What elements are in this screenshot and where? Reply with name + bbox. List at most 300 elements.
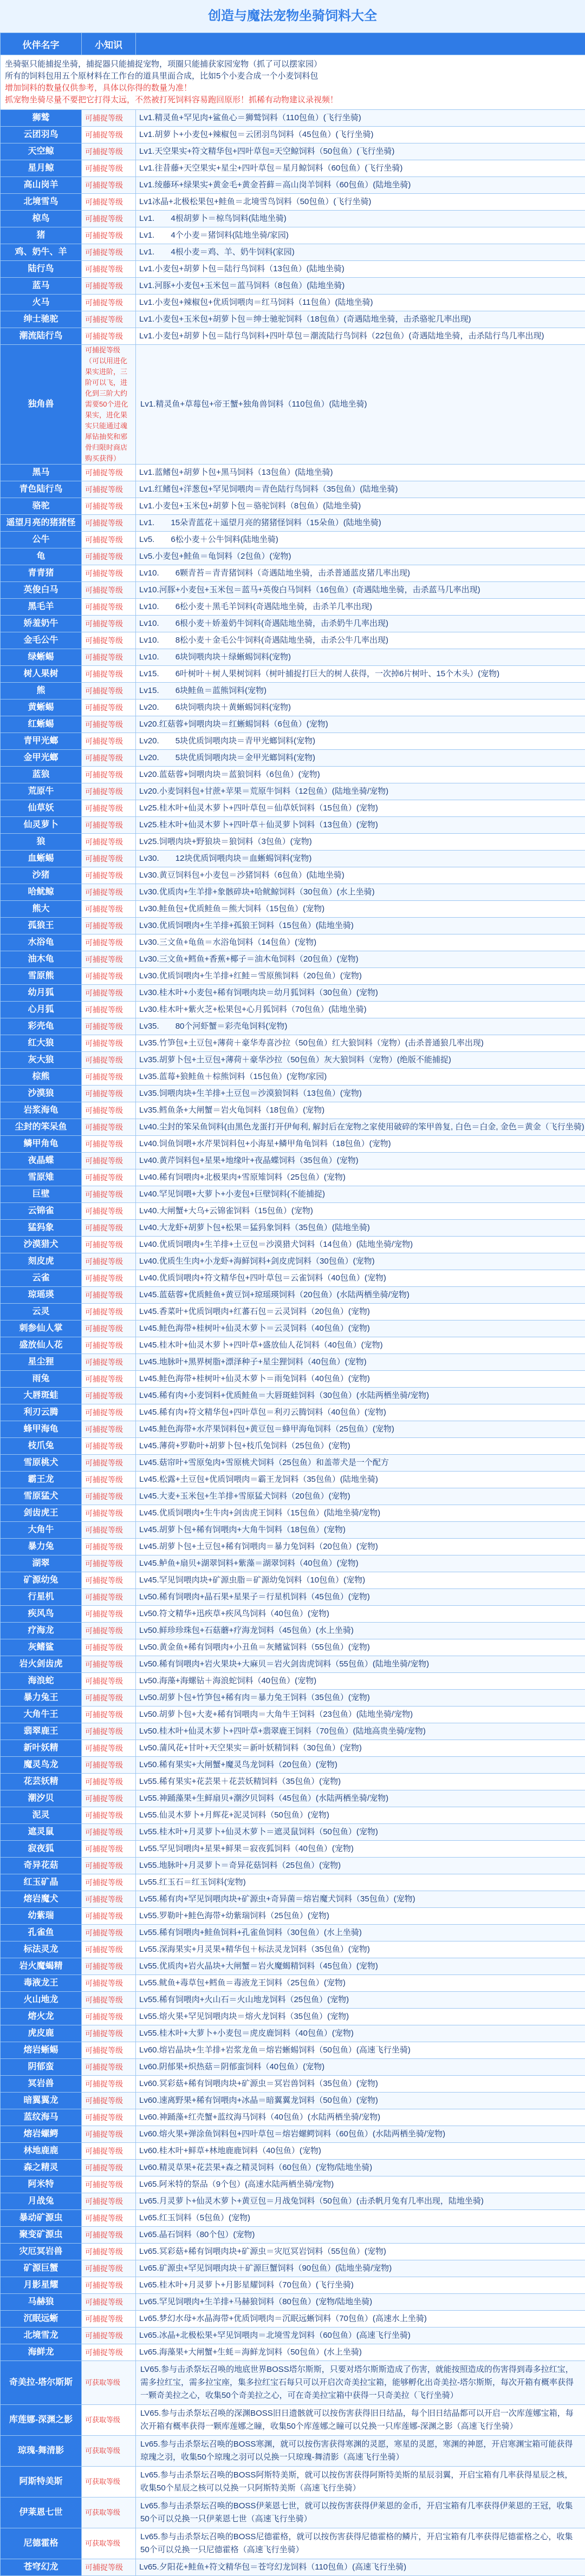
column-header-intro: [136, 33, 585, 55]
feed-recipe: Lv45.罕见饲喂肉块+矿源虫脂＝矿源幼兔饲料（10包鱼）(宠物): [136, 1572, 585, 1589]
creature-name: 鸡、奶牛、羊: [1, 244, 82, 261]
feed-recipe: Lv10. 6颗青苔＝青青猪饲料（奇遇陆地坐骑，击杀普通蓝皮猪几率出现): [136, 565, 585, 582]
feed-recipe: Lv45.优质饲喂肉+生牛肉+剑齿虎王饲料（15包鱼）(陆地坐骑/宠物): [136, 1505, 585, 1522]
feed-recipe: LV65.参与击杀祭坛召唤的地底世界BOSS塔尔斯斯，只要对塔尔斯斯造成了伤害，就能按照造成的伤害得到毒多拉红宝，需多拉红宝，需多拉宝座，集多拉红宝石每只可以开启次奇美拉宝箱，能够孵化出奇美拉-塔尔斯斯，每次开箱有概率获得一颗奇美拉之心，收集50个奇美拉之心，可在奇美拉宝箱中获得一只奇美拉（飞行坐骑）: [136, 2361, 585, 2405]
table-row: [1, 1539, 585, 1555]
creature-name: 猛犸象: [1, 1220, 82, 1237]
table-row: [1, 1153, 585, 1169]
creature-name: 奇异花菇: [1, 1858, 82, 1874]
feed-recipe: Lv35.饲喂肉块+生羊排+土豆包＝沙漠狼饲料（13包鱼）(宠物): [136, 1086, 585, 1102]
obtain-level: 可捕捉等级: [82, 1824, 136, 1841]
table-row: [1, 1774, 585, 1790]
feed-recipe: Lv65.晶石饲料（80个包）(宠物): [136, 2227, 585, 2244]
feed-recipe: Lv45.鲑色海带+桂树叶+仙灵木萝卜＝雨兔饲料（40包鱼）(宠物): [136, 1371, 585, 1388]
creature-name: 幼月狐: [1, 985, 82, 1002]
creature-name: 水浴龟: [1, 934, 82, 951]
creature-name: 森之精灵: [1, 2160, 82, 2176]
feed-recipe: Lv55.稀有饲喂肉+火山石＝火山地龙饲料（25包鱼）(宠物): [136, 1992, 585, 2009]
table-row: [1, 565, 585, 582]
table-row: [1, 1220, 585, 1237]
obtain-level: 可捕捉等级: [82, 1472, 136, 1488]
feed-recipe: Lv25.桂木叶+仙灵木萝卜+四叶草包＝仙草妖饲料（15包鱼）(宠物): [136, 800, 585, 817]
obtain-level: 可捕捉等级: [82, 733, 136, 750]
creature-name: 天空鲸: [1, 143, 82, 160]
table-row: [1, 1639, 585, 1656]
feed-recipe: Lv60.熔岩晶块+生羊排+岩浆龙鱼＝熔岩蜥蜴饲料（50包鱼）(高速飞行坐骑): [136, 2042, 585, 2059]
feed-recipe: Lv65.矿源虫+罕见饲喂肉块＋矿源巨蟹饲料（90包鱼）(陆地坐骑/宠物): [136, 2260, 585, 2277]
obtain-level: 可捕捉等级: [82, 750, 136, 767]
table-row: [1, 2311, 585, 2327]
table-row: [1, 278, 585, 295]
obtain-level: 可捕捉等级: [82, 2210, 136, 2227]
obtain-level: 可捕捉等级: [82, 834, 136, 851]
table-row: [1, 1841, 585, 1858]
table-row: [1, 177, 585, 194]
obtain-level: 可捕捉等级: [82, 934, 136, 951]
feed-recipe: Lv40.稀有饲喂肉+北极果肉+雪原雉饲料（25包鱼）(宠物): [136, 1169, 585, 1186]
table-row: [1, 1253, 585, 1270]
feed-recipe: Lv45.松露+土豆包+优质饲喂肉＝霸王龙饲料（35包鱼）(陆地坐骑): [136, 1472, 585, 1488]
feed-recipe: Lv55.熔火果+罕见饲喂肉块＝熔火龙饲料（35包鱼）(宠物): [136, 2009, 585, 2025]
creature-name: 大角牛王: [1, 1707, 82, 1723]
creature-name: 尼德霍格: [1, 2528, 82, 2559]
table-row: [1, 2059, 585, 2076]
table-row: [1, 548, 585, 565]
table-row: [1, 783, 585, 800]
obtain-level: 可捕捉等级: [82, 2260, 136, 2277]
table-row: [1, 2176, 585, 2193]
table-row: [1, 110, 585, 127]
creature-name: 大唇斑蛙: [1, 1388, 82, 1404]
obtain-level: 可捕捉等级: [82, 1169, 136, 1186]
obtain-level: 可捕捉等级: [82, 1069, 136, 1086]
creature-name: 金毛公牛: [1, 632, 82, 649]
creature-name: 魔灵鸟龙: [1, 1757, 82, 1774]
table-row: [1, 1354, 585, 1371]
feed-recipe: Lv20. 5块优质饲喂肉块＝青甲光螂饲料(宠物): [136, 733, 585, 750]
obtain-level: 可捕捉等级: [82, 1539, 136, 1555]
creature-name: 林地鹿鹿: [1, 2143, 82, 2160]
feed-recipe: Lv55.稀有肉+罕见饲喂肉块+矿源虫+奇异菌＝熔岩魔犬饲料（35包鱼）(宠物): [136, 1891, 585, 1908]
feed-recipe: Lv65.夕阳花+鲑鱼+符文精华包＝苍穹幻龙饲料（110包鱼）(高速飞行坐骑): [136, 2559, 585, 2576]
creature-name: 蜂甲海龟: [1, 1421, 82, 1438]
obtain-level: 可捕捉等级: [82, 1186, 136, 1203]
feed-recipe: Lv25.桂木叶+仙灵木萝卜+四叶草＋仙灵萝卜饲料（13包鱼）(宠物): [136, 817, 585, 834]
column-header-tips: 小知识: [82, 33, 136, 55]
obtain-level: 可捕捉等级: [82, 1790, 136, 1807]
feed-recipe: Lv40.优质饲喂肉+生羊排+土豆包＝沙漠猎犬饲料（14包鱼）(陆地坐骑/宠物): [136, 1237, 585, 1253]
obtain-level: 可捕捉等级: [82, 328, 136, 345]
creature-name: 毒液龙王: [1, 1975, 82, 1992]
table-row: [1, 1673, 585, 1690]
feed-recipe: Lv45.桂木叶+仙灵木萝卜+四叶草+盛放仙人花饲料（40包鱼）(宠物): [136, 1337, 585, 1354]
table-row: [1, 2076, 585, 2093]
intro-line: 增加饲料的数量仅供参考，具体以你得的数量为准！: [5, 82, 581, 94]
feed-recipe: Lv60.神踊藻+红壳蟹+蓝纹海马饲料（40包鱼）(水陆两栖坐骑/宠物): [136, 2109, 585, 2126]
creature-name: 陆行鸟: [1, 261, 82, 278]
feed-recipe: Lv1. 4根胡萝卜＝椋鸟饲料(陆地坐骑): [136, 211, 585, 227]
feed-recipe: Lv65.参与击杀祭坛召唤的BOSS伊莱恩七世，就可以按伤害获得伊莱恩的金币，开启宝箱有几率获得伊莱恩的王冠，收集50个可以兑换一只伊莱恩七世（高速飞行坐骑）: [136, 2497, 585, 2528]
table-row: [1, 1203, 585, 1220]
obtain-level: 可捕捉等级: [82, 1874, 136, 1891]
obtain-level: 可获取等级: [82, 2436, 136, 2467]
feed-recipe: Lv40.饲鱼饲喂+水芹果饲料包+小海星+鳞甲角龟饲料（18包鱼）(宠物): [136, 1136, 585, 1153]
creature-name: 血蜥蜴: [1, 851, 82, 867]
creature-name: 奇美拉-塔尔斯斯: [1, 2361, 82, 2405]
obtain-level: 可捕捉等级: [82, 867, 136, 884]
obtain-level: 可获取等级: [82, 2361, 136, 2405]
creature-name: 湖翠: [1, 1555, 82, 1572]
creature-name: 熊大: [1, 901, 82, 918]
table-row: [1, 127, 585, 143]
table-row: [1, 2160, 585, 2176]
creature-name: 沙猪: [1, 867, 82, 884]
table-row: [1, 1656, 585, 1673]
feed-recipe: Lv40.大闸蟹+大乌+云锦雀饲料（15包鱼）(宠物): [136, 1203, 585, 1220]
feed-recipe: Lv60.桂木叶+鲜草+林地鹿鹿饲料（40包鱼）(宠物): [136, 2143, 585, 2160]
creature-name: 岩火剑齿虎: [1, 1656, 82, 1673]
obtain-level: 可捕捉等级: [82, 1287, 136, 1304]
obtain-level: 可捕捉等级: [82, 1388, 136, 1404]
feed-recipe: Lv45.胡萝卜包+稀有饲喂肉+大角牛饲料（18包鱼）(宠物): [136, 1522, 585, 1539]
feed-recipe: Lv55.稀有饲喂肉+鲑鱼饲料+孔雀鱼饲料（30包鱼）(水上坐骑): [136, 1925, 585, 1941]
table-row: [1, 1908, 585, 1925]
creature-name: 霸王龙: [1, 1472, 82, 1488]
obtain-level: 可捕捉等级: [82, 1606, 136, 1623]
feed-recipe: Lv30.桂木叶+紫火芝+松果包+心月狐饲料（70包鱼）(陆地坐骑): [136, 1002, 585, 1018]
creature-name: 阴郁蛮: [1, 2059, 82, 2076]
feed-recipe: Lv45.鲑色海带+桂树叶+仙灵木萝卜＝云灵饲料（40包鱼）(宠物): [136, 1320, 585, 1337]
feed-recipe: Lv45.鲑色海带+水芹果饲料包+黄豆包＝蜂甲海龟饲料（25包鱼）(宠物): [136, 1421, 585, 1438]
table-row: [1, 1086, 585, 1102]
feed-recipe: Lv65.参与击杀祭坛召唤的BOSS尼德霍格，就可以按伤害获得尼德霍格的鳞片，开启宝箱有几率获得尼德霍格之心，收集50个可以兑换一只尼德霍格（高速飞行坐骑）: [136, 2528, 585, 2559]
obtain-level: 可捕捉等级: [82, 1253, 136, 1270]
obtain-level: 可获取等级: [82, 2405, 136, 2436]
table-row: [1, 1858, 585, 1874]
feed-recipe: Lv10. 8松小麦＋金毛公牛饲料(奇遇陆地坐骑，击杀公牛几率出现): [136, 632, 585, 649]
obtain-level: 可捕捉等级: [82, 2327, 136, 2344]
obtain-level: 可捕捉等级: [82, 1488, 136, 1505]
feed-recipe: Lv1.精灵鱼+草莓包+帝王蟹+独角兽饲料（110包鱼）(陆地坐骑): [136, 345, 585, 465]
table-row: [1, 211, 585, 227]
creature-name: 云灵: [1, 1304, 82, 1320]
obtain-level: 可捕捉等级: [82, 1119, 136, 1136]
table-row: [1, 1992, 585, 2009]
creature-name: 火山地龙: [1, 1992, 82, 2009]
obtain-level: 可捕捉等级: [82, 666, 136, 683]
table-row: [1, 733, 585, 750]
obtain-level: 可捕捉等级: [82, 1555, 136, 1572]
table-row: [1, 1388, 585, 1404]
creature-name: 云雀: [1, 1270, 82, 1287]
obtain-level: 可捕捉等级: [82, 565, 136, 582]
obtain-level: 可捕捉等级: [82, 1455, 136, 1472]
creature-name: 虎皮鹿: [1, 2025, 82, 2042]
table-row: [1, 934, 585, 951]
table-row: [1, 834, 585, 851]
creature-name: 潮流陆行鸟: [1, 328, 82, 345]
obtain-level: 可捕捉等级: [82, 498, 136, 515]
obtain-level: 可捕捉等级: [82, 951, 136, 968]
obtain-level: 可捕捉等级: [82, 1136, 136, 1153]
creature-name: 黑马: [1, 465, 82, 481]
table-row: [1, 1102, 585, 1119]
table-row: [1, 160, 585, 177]
table-row: [1, 1169, 585, 1186]
creature-name: 黄蜥蜴: [1, 699, 82, 716]
table-row: [1, 1237, 585, 1253]
table-row: [1, 2405, 585, 2436]
feed-recipe: Lv1. 4根小麦＝鸡、羊、奶牛饲料(家园): [136, 244, 585, 261]
feed-recipe: Lv1.精灵鱼+罕见肉+鲨鱼心＝狮鹫饲料（110包鱼）(飞行坐骑): [136, 110, 585, 127]
table-row: [1, 1874, 585, 1891]
creature-name: 利刃云腾: [1, 1404, 82, 1421]
creature-name: 红蜥蜴: [1, 716, 82, 733]
obtain-level: 可捕捉等级: [82, 918, 136, 934]
obtain-level: 可捕捉等级: [82, 1153, 136, 1169]
obtain-level: 可捕捉等级: [82, 1371, 136, 1388]
obtain-level: 可捕捉等级: [82, 2559, 136, 2576]
creature-name: 熔火龙: [1, 2009, 82, 2025]
feed-recipe: Lv55.地脉叶+月灵萝卜＝奇异花菇饲料（25包鱼）(宠物): [136, 1858, 585, 1874]
creature-name: 海鲜龙: [1, 2344, 82, 2361]
obtain-level: 可捕捉等级: [82, 1203, 136, 1220]
obtain-level: 可捕捉等级: [82, 901, 136, 918]
table-row: [1, 968, 585, 985]
creature-name: 骆驼: [1, 498, 82, 515]
feed-recipe: Lv55.罕见饲喂肉+星果+鲜果＝寂夜狐饲料（40包鱼）(宠物): [136, 1841, 585, 1858]
creature-name: 灾厄冥岩兽: [1, 2244, 82, 2260]
feed-recipe: Lv5. 6松小麦＋公牛饲料(陆地坐骑): [136, 532, 585, 548]
creature-name: 灰大狼: [1, 1052, 82, 1069]
table-row: [1, 2260, 585, 2277]
creature-name: 冥岩兽: [1, 2076, 82, 2093]
feed-recipe: Lv5.小麦包+鲑鱼＝龟饲料（2包鱼）(宠物): [136, 548, 585, 565]
feed-recipe: Lv60.熔火果+弹涂鱼饲料包+四叶草包＝熔岩螺鳄饲料（60包鱼）(水陆两栖坐骑/宠物): [136, 2126, 585, 2143]
feed-recipe: Lv40.大龙虾+胡萝卜包+松果＝猛犸象饲料（35包鱼）(陆地坐骑): [136, 1220, 585, 1237]
feed-recipe: Lv45.蓝菇蓉+优质鲑鱼+黄豆饲+琼瑶瑛饲料（20包鱼）(水陆两栖坐骑/宠物): [136, 1287, 585, 1304]
feed-recipe: Lv50.黄金鱼+稀有饲喂肉+小丑鱼＝灰鳍鲨饲料（55包鱼）(宠物): [136, 1639, 585, 1656]
table-row: [1, 1421, 585, 1438]
obtain-level: 可捕捉等级: [82, 1639, 136, 1656]
feed-recipe: Lv55.优质肉+岩火晶块+大闸蟹＝岩火魔蝎精饲料（45包鱼）(宠物): [136, 1958, 585, 1975]
table-row: [1, 1740, 585, 1757]
feed-recipe: Lv15. 6叶树叶＋树人果树饲料（树叶捕捉打巨大的树人获得，一次掉6片树叶、15个木头）(宠物): [136, 666, 585, 683]
creature-name: 龟: [1, 548, 82, 565]
feed-recipe: Lv55.罗勒叶+鲑色海带+幼紫瑞饲料（25包鱼）(宠物): [136, 1908, 585, 1925]
obtain-level: 可捕捉等级: [82, 1354, 136, 1371]
creature-name: 花芸妖精: [1, 1774, 82, 1790]
creature-name: 荒原牛: [1, 783, 82, 800]
obtain-level: 可捕捉等级: [82, 2143, 136, 2160]
feed-recipe: Lv30.桂木叶+小麦包+稀有饲喂肉块＝幼月狐饲料（30包鱼）(宠物): [136, 985, 585, 1002]
creature-name: 绅士驰驼: [1, 311, 82, 328]
table-row: [1, 1337, 585, 1354]
table-row: [1, 1623, 585, 1639]
table-row: [1, 632, 585, 649]
creature-name: 行星机: [1, 1589, 82, 1606]
table-row: [1, 1958, 585, 1975]
obtain-level: 可捕捉等级: [82, 1858, 136, 1874]
creature-name: 灰鳍鲨: [1, 1639, 82, 1656]
table-header: [1, 33, 585, 55]
obtain-level: 可捕捉等级: [82, 481, 136, 498]
table-row: [1, 1287, 585, 1304]
table-row: [1, 2361, 585, 2405]
feed-recipe: Lv55.稀有果实+花芸果＋花芸妖精饲料（35包鱼）(宠物): [136, 1774, 585, 1790]
feed-recipe: Lv65.红玉饲料（5包鱼）(宠物): [136, 2210, 585, 2227]
table-row: [1, 750, 585, 767]
obtain-level: 可捕捉等级: [82, 632, 136, 649]
creature-name: 青色陆行鸟: [1, 481, 82, 498]
table-row: [1, 498, 585, 515]
creature-name: 新叶妖精: [1, 1740, 82, 1757]
obtain-level: 可捕捉等级: [82, 1002, 136, 1018]
creature-name: 月战兔: [1, 2193, 82, 2210]
creature-name: 盛放仙人花: [1, 1337, 82, 1354]
table-row: [1, 1270, 585, 1287]
feed-recipe: Lv25.饲喂肉块+野狼块＝狼饲料（3包鱼）(宠物): [136, 834, 585, 851]
creature-name: 仙灵萝卜: [1, 817, 82, 834]
creature-name: 马赫狼: [1, 2294, 82, 2311]
feed-recipe: Lv1.往昔藤+天空果实+星尘+四叶草包＝星月鲸饲料（60包鱼）(飞行坐骑): [136, 160, 585, 177]
table-row: [1, 1690, 585, 1707]
obtain-level: 可捕捉等级: [82, 1404, 136, 1421]
obtain-level: 可捕捉等级: [82, 465, 136, 481]
creature-name: 星尘狸: [1, 1354, 82, 1371]
feed-recipe: Lv65.梦幻水母+水晶海带+优质饲喂肉＝沉眠远蜥饲料（70包鱼）(高速水上坐骑): [136, 2311, 585, 2327]
table-row: [1, 2210, 585, 2227]
creature-name: 棕熊: [1, 1069, 82, 1086]
feed-recipe: Lv50.鲜珍珍珠包+石菇蘑+疗海龙饲料（45包鱼）(水上坐骑): [136, 1623, 585, 1639]
feed-recipe: Lv55.神踊藻果+生鲜扇贝+潮汐贝饲料（45包鱼）(水陆两栖坐骑/宠物): [136, 1790, 585, 1807]
creature-name: 云团羽鸟: [1, 127, 82, 143]
table-row: [1, 1488, 585, 1505]
table-row: [1, 2467, 585, 2497]
feed-recipe: Lv65.阿米特的祭品（9个包）(高速水陆两栖坐骑/宠物): [136, 2176, 585, 2193]
obtain-level: 可捕捉等级: [82, 127, 136, 143]
feed-recipe: Lv1冰晶+北极松果包+鲑鱼＝北境雪鸟饲料（50包鱼）(飞行坐骑): [136, 194, 585, 211]
feed-recipe: Lv40.罕见饲喂+大萝卜+小麦包+巨壁饲料(不能捕捉): [136, 1186, 585, 1203]
feed-recipe: Lv50.符文精华+迅疾草+疾风鸟饲料（40包鱼）(宠物): [136, 1606, 585, 1623]
table-row: [1, 532, 585, 548]
feed-recipe: Lv1.胡萝卜+小麦包+辣椒包＝云团羽鸟饲料（45包鱼）(飞行坐骑): [136, 127, 585, 143]
obtain-level: 可捕捉等级: [82, 985, 136, 1002]
obtain-level: 可捕捉等级: [82, 515, 136, 532]
creature-name: 高山岗羊: [1, 177, 82, 194]
creature-name: 潮汐贝: [1, 1790, 82, 1807]
creature-name: 幼紫瑞: [1, 1908, 82, 1925]
creature-name: 雨兔: [1, 1371, 82, 1388]
creature-name: 沙漠猎犬: [1, 1237, 82, 1253]
table-row: [1, 683, 585, 699]
obtain-level: 可捕捉等级: [82, 1304, 136, 1320]
feed-recipe: Lv30.优质饲喂肉+生羊排+孤狼王饲料（15包鱼）(陆地坐骑): [136, 918, 585, 934]
table-row: [1, 1555, 585, 1572]
feed-recipe: Lv45.菇帘叶+雪原兔肉+雪原桃犬饲料（25包鱼）和盖蒂犬是一个配方: [136, 1455, 585, 1472]
feed-recipe: Lv1.小麦包+胡萝卜包＝陆行鸟饲料（13包鱼）(陆地坐骑): [136, 261, 585, 278]
table-row: [1, 1941, 585, 1958]
creature-name: 沉眠远蜥: [1, 2311, 82, 2327]
feed-recipe: Lv1.蓝鳍包+胡萝卜包+黑马饲料（13包鱼）(陆地坐骑): [136, 465, 585, 481]
obtain-level: 可捕捉等级: [82, 582, 136, 599]
column-header-name: 伙伴名字: [1, 33, 82, 55]
table-row: [1, 295, 585, 311]
table-row: [1, 1018, 585, 1035]
feed-recipe: Lv50.稀有饲喂肉+岩火果块+大麻贝＝岩火剑齿虎饲料（55包鱼）(陆地坐骑/宠物): [136, 1656, 585, 1673]
obtain-level: 可捕捉等级: [82, 2076, 136, 2093]
obtain-level: 可获取等级: [82, 2497, 136, 2528]
feed-recipe: Lv45.地脉叶+黑界树脂+漂泽种子+星尘狸饲料（40包鱼）(宠物): [136, 1354, 585, 1371]
table-row: [1, 1455, 585, 1472]
intro-row: [1, 55, 585, 110]
creature-name: 雪原雉: [1, 1169, 82, 1186]
creature-name: 雪原桃犬: [1, 1455, 82, 1472]
feed-recipe: Lv65.冰晶+北极松果+罕见饲喂肉＝北境雪龙饲料（60包鱼）(高速飞行坐骑): [136, 2327, 585, 2344]
obtain-level: 可捕捉等级: [82, 261, 136, 278]
creature-name: 青甲光螂: [1, 733, 82, 750]
creature-name: 红大狼: [1, 1035, 82, 1052]
obtain-level: 可捕捉等级: [82, 1237, 136, 1253]
feed-recipe: Lv55.桂木叶+月灵萝卜+仙灵木萝卜＝遮灵鼠饲料（50包鱼）(宠物): [136, 1824, 585, 1841]
obtain-level: 可获取等级: [82, 2467, 136, 2497]
table-row: [1, 1891, 585, 1908]
feed-recipe: Lv20.红菇蓉+饲喂肉块＝红蜥蜴饲料（6包鱼）(宠物): [136, 716, 585, 733]
feed-recipe: Lv35.蓝莓+狼鲑鱼＋棕熊饲料（15包鱼）(宠物/家园): [136, 1069, 585, 1086]
obtain-level: 可捕捉等级: [82, 968, 136, 985]
feed-recipe: Lv55.桂木叶+大萝卜+小麦包＝虎皮鹿饲料（40包鱼）(宠物): [136, 2025, 585, 2042]
table-row: [1, 1790, 585, 1807]
table-row: [1, 2227, 585, 2244]
creature-name: 绿蜥蜴: [1, 649, 82, 666]
table-row: [1, 2497, 585, 2528]
feed-recipe: Lv50.稀有饲喂肉+晶石果+星果子＝行星机饲料（45包鱼）(宠物): [136, 1589, 585, 1606]
creature-name: 岩浆海龟: [1, 1102, 82, 1119]
table-row: [1, 699, 585, 716]
creature-name: 北境雪鸟: [1, 194, 82, 211]
table-row: [1, 1186, 585, 1203]
table-row: [1, 261, 585, 278]
creature-name: 库莲娜-深渊之影: [1, 2405, 82, 2436]
creature-name: 熊: [1, 683, 82, 699]
creature-name: 蓝狼: [1, 767, 82, 783]
feed-recipe: Lv30.鲑鱼包+优质鲑鱼＝熊大饲料（15包鱼）(宠物): [136, 901, 585, 918]
feed-recipe: Lv30.三文鱼+龟鱼＝水浴龟饲料（14包鱼）(宠物): [136, 934, 585, 951]
obtain-level: 可捕捉等级: [82, 311, 136, 328]
feed-recipe: Lv55.鱿鱼+毒草包+鳕鱼＝毒液龙王饲料（25包鱼）(宠物): [136, 1975, 585, 1992]
obtain-level: 可捕捉等级: [82, 1572, 136, 1589]
obtain-level: 可捕捉等级: [82, 244, 136, 261]
obtain-level: 可捕捉等级: [82, 227, 136, 244]
feed-recipe: Lv10. 6松小麦＋黑毛羊饲料(奇遇陆地坐骑，击杀羊几率出现): [136, 599, 585, 616]
creature-name: 油木龟: [1, 951, 82, 968]
obtain-level: 可捕捉等级: [82, 800, 136, 817]
feed-recipe: Lv35.竹笋包+土豆包+薄荷＋豪华寿喜沙拉（50包鱼）红大狼饲料（宠物）(击杀普通狼几率出现): [136, 1035, 585, 1052]
obtain-level: 可捕捉等级: [82, 783, 136, 800]
obtain-level: 可捕捉等级: [82, 699, 136, 716]
table-row: [1, 2244, 585, 2260]
creature-name: 聚变矿源虫: [1, 2227, 82, 2244]
feed-recipe: Lv1.小麦包+玉米包+胡萝卜包＝骆驼饲料（8包鱼）(陆地坐骑): [136, 498, 585, 515]
obtain-level: 可捕捉等级: [82, 1992, 136, 2009]
table-row: [1, 227, 585, 244]
creature-name: 仙草妖: [1, 800, 82, 817]
obtain-level: 可捕捉等级: [82, 177, 136, 194]
table-row: [1, 901, 585, 918]
obtain-level: 可捕捉等级: [82, 1807, 136, 1824]
feed-recipe: Lv50.蒲风花+甘叶+天空果实＝新叶妖精饲料（30包鱼）(宠物): [136, 1740, 585, 1757]
table-row: [1, 649, 585, 666]
